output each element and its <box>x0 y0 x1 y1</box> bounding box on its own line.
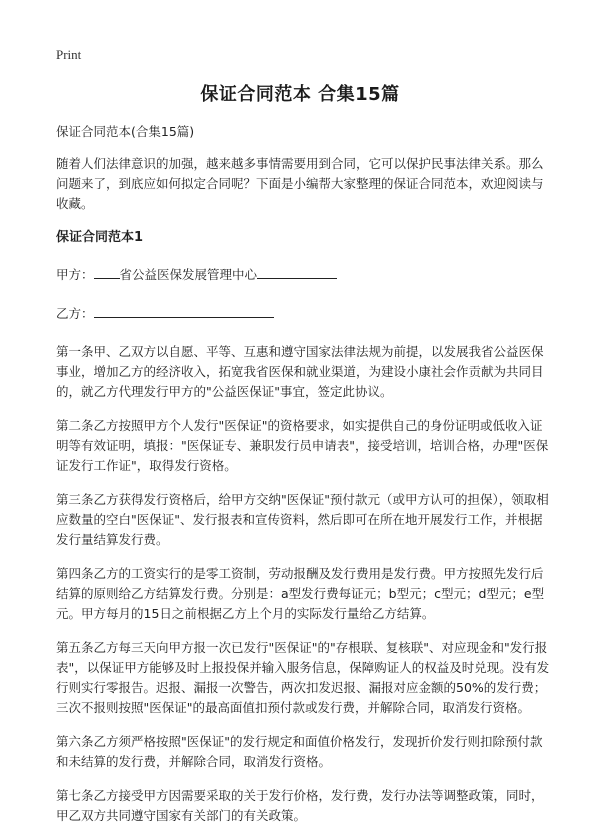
party-a-blank-after <box>257 264 337 279</box>
document-body <box>56 122 550 840</box>
party-b-blank <box>94 303 274 318</box>
party-a-blank-before <box>94 264 120 279</box>
party-a-line <box>56 264 550 285</box>
article-5: 第五条乙方每三天向甲方报一次已发行"医保证"的"存根联、复核联"、对应现金和"发行报表"，以保证甲方能够及时上报投保并输入服务信息，保障购证人的权益及时兑现。没有发行则实行零报告。迟报、漏报一次警告，两次扣发迟报、漏报对应金额的50%的发行费；三次不报则按照"医保证"的最高面值扣预付款或发行费，并解除合同，取消发行资格。 <box>56 640 550 715</box>
article-7: 第七条乙方接受甲方因需要采取的关于发行价格，发行费，发行办法等调整政策，同时，甲乙双方共同遵守国家有关部门的有关政策。 <box>56 788 544 823</box>
intro-paragraph: 随着人们法律意识的加强，越来越多事情需要用到合同，它可以保护民事法律关系。那么问题来了，到底应如何拟定合同呢？下面是小编帮大家整理的保证合同范本，欢迎阅读与收藏。 <box>56 156 544 211</box>
article-1: 第一条甲、乙双方以自愿、平等、互惠和遵守国家法律法规为前提，以发展我省公益医保事业，增加乙方的经济收入，拓宽我省医保和就业渠道，为建设小康社会作贡献为共同目的，就乙方代理发行甲方的"公益医保证"事宜，签定此协议。 <box>56 344 544 399</box>
document-title: 保证合同范本 合集15篇 <box>200 84 400 105</box>
party-a-name: 省公益医保发展管理中心 <box>119 267 258 282</box>
party-a-label: 甲方： <box>56 267 94 282</box>
article-6: 第六条乙方须严格按照"医保证"的发行规定和面值价格发行，发现折价发行则扣除预付款和未结算的发行费，并解除合同，取消发行资格。 <box>56 734 543 769</box>
document-subtitle: 保证合同范本(合集15篇) <box>56 124 195 139</box>
party-b-label: 乙方： <box>56 306 94 321</box>
article-4: 第四条乙方的工资实行的是零工资制，劳动报酬及发行费用是发行费。甲方按照先发行后结算的原则给乙方结算发行费。分别是：a型发行费每证元；b型元；c型元；d型元；e型元。甲方每月的15日之前根据乙方上个月的实际发行量给乙方结算。 <box>56 566 545 621</box>
article-3: 第三条乙方获得发行资格后，给甲方交纳"医保证"预付款元（或甲方认可的担保），领取相应数量的空白"医保证"、发行报表和宣传资料，然后即可在所在地开展发行工作，并根据发行量结算发行费。 <box>56 492 549 547</box>
print-link[interactable]: Print <box>56 47 82 62</box>
article-2: 第二条乙方按照甲方个人发行"医保证"的资格要求，如实提供自己的身份证明或低收入证明等有效证明，填报："医保证专、兼职发行员申请表"，接受培训，培训合格，办理"医保证发行工作证"，取得发行资格。 <box>56 418 549 473</box>
party-b-line <box>56 303 550 324</box>
section-heading: 保证合同范本1 <box>56 230 144 245</box>
